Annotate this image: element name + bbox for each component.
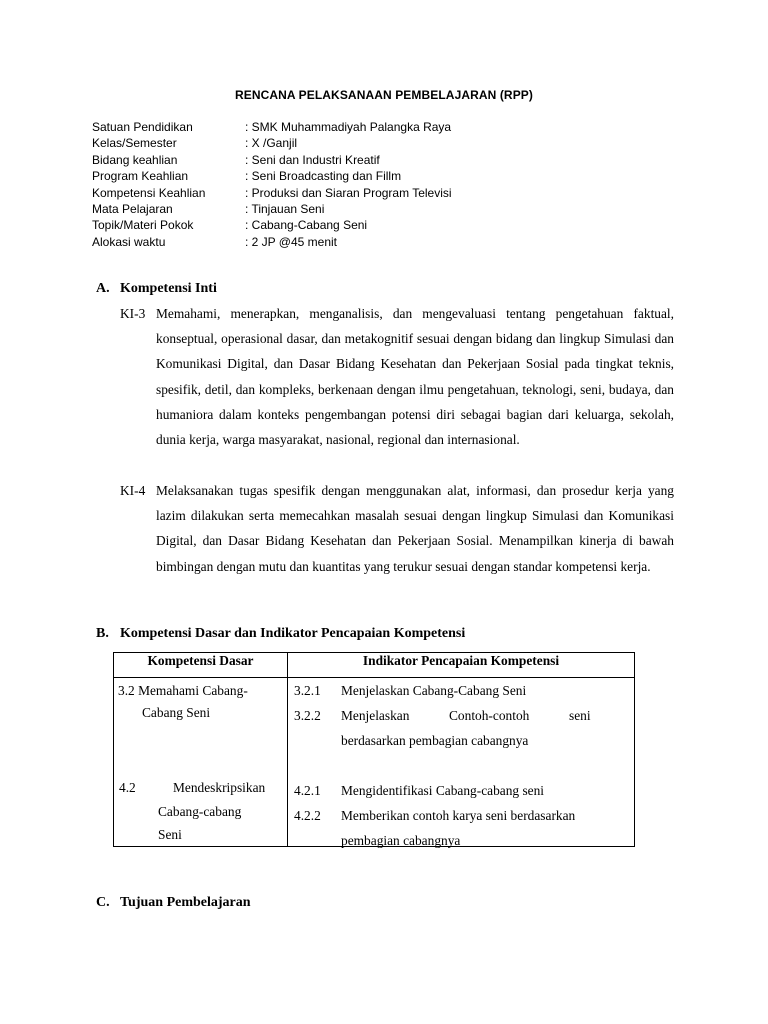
meta-label: Bidang keahlian [92,152,178,167]
document-title: RENCANA PELAKSANAAN PEMBELAJARAN (RPP) [234,88,534,102]
section-title: Kompetensi Inti [120,281,217,296]
meta-row [92,168,452,184]
meta-value: : Cabang-Cabang Seni [245,218,368,233]
meta-value: : Seni Broadcasting dan Fillm [245,169,402,184]
ki-code: KI-3 [120,306,146,321]
meta-value: : SMK Muhammadiyah Palangka Raya [245,120,452,134]
competency-table [113,652,635,847]
section-c-heading [96,895,251,911]
meta-value: : X /Ganjil [245,136,298,151]
meta-value: : Tinjauan Seni [245,201,325,216]
ki-text: Memahami, menerapkan, menganalisis, dan mengevaluasi tentang pengetahuan faktual, konseptual, operasional dasar, dan metakognitif sesuai dengan bidang dan lingkup Simulasi dan Komunikasi Digital, dan Dasar Bidang Kesehatan dan Pekerjaan Sosial pada tingkat teknis, spesifik, detil, dan kompleks, berkenaan dengan ilmu pengetahuan, teknologi, seni, budaya, dan humaniora dalam konteks pengembangan potensi diri sebagai bagian dari keluarga, sekolah, dunia kerja, warga masyarakat, nasional, regional dan internasional. [156,306,674,448]
indicator-number: 3.2.1 [294,683,321,698]
meta-value: : 2 JP @45 menit [245,234,338,249]
meta-row [92,234,452,250]
indicator-number: 3.2.2 [294,708,321,723]
meta-label: Satuan Pendidikan [92,120,193,134]
meta-label: Program Keahlian [92,169,189,184]
indicator-text: seni [569,708,591,723]
ki-3-item [120,301,674,452]
kd-text: Cabang-cabang [158,804,242,819]
meta-row [92,135,452,151]
meta-value: : Produksi dan Siaran Program Televisi [245,185,452,200]
kd-text: Cabang Seni [142,705,211,720]
kd-text: 3.2 Memahami Cabang- [118,683,248,698]
kd-cell [114,678,288,847]
ki-text: Melaksanakan tugas spesifik dengan menggunakan alat, informasi, dan prosedur kerja yang lazim dilakukan serta memecahkan masalah sesuai dengan lingkup Simulasi dan Komunikasi Digital, dan Dasar Bidang Kesehatan dan Pekerjaan Sosial. Menampilkan kinerja di bawah bimbingan dengan mutu dan kuantitas yang terukur sesuai dengan standar kompetensi kerja. [156,483,674,574]
meta-label: Mata Pelajaran [92,201,173,216]
indicator-text: berdasarkan pembagian cabangnya [341,733,529,748]
ki-code: KI-4 [120,483,146,498]
indicator-text: Menjelaskan Cabang-Cabang Seni [341,683,527,698]
kd-text: Mendeskripsikan [173,780,266,795]
indicator-text: Contoh-contoh [449,708,530,723]
kd-text: Seni [158,827,182,842]
indicator-cell [288,678,635,847]
section-b-heading [96,626,465,642]
meta-value: : Seni dan Industri Kreatif [245,152,380,167]
indicator-text: Mengidentifikasi Cabang-cabang seni [341,783,545,798]
meta-label: Topik/Materi Pokok [92,218,194,233]
section-title: Kompetensi Dasar dan Indikator Pencapaian Kompetensi [120,626,466,641]
meta-label: Alokasi waktu [92,234,166,249]
meta-row [92,152,452,168]
meta-label: Kelas/Semester [92,136,177,151]
indicator-text: Memberikan contoh karya seni berdasarkan [341,808,576,823]
section-letter: A. [96,281,110,296]
table-header: Kompetensi Dasar [114,653,288,678]
meta-row [92,201,452,217]
meta-row [92,217,452,233]
meta-row [92,185,452,201]
indicator-text: pembagian cabangnya [341,833,461,848]
table-header-row [114,653,635,678]
kd-number: 4.2 [119,780,136,795]
ki-4-item [120,478,674,579]
section-letter: B. [96,626,109,641]
indicator-number: 4.2.1 [294,783,321,798]
meta-row [92,119,452,135]
section-title: Tujuan Pembelajaran [120,895,251,910]
table-header: Indikator Pencapaian Kompetensi [288,653,635,678]
indicator-text: Menjelaskan [341,708,410,723]
indicator-number: 4.2.2 [294,808,321,823]
section-letter: C. [96,895,110,910]
meta-label: Kompetensi Keahlian [92,185,206,200]
table-row [114,678,635,847]
identity-block [92,119,452,250]
section-a-heading [96,281,217,297]
